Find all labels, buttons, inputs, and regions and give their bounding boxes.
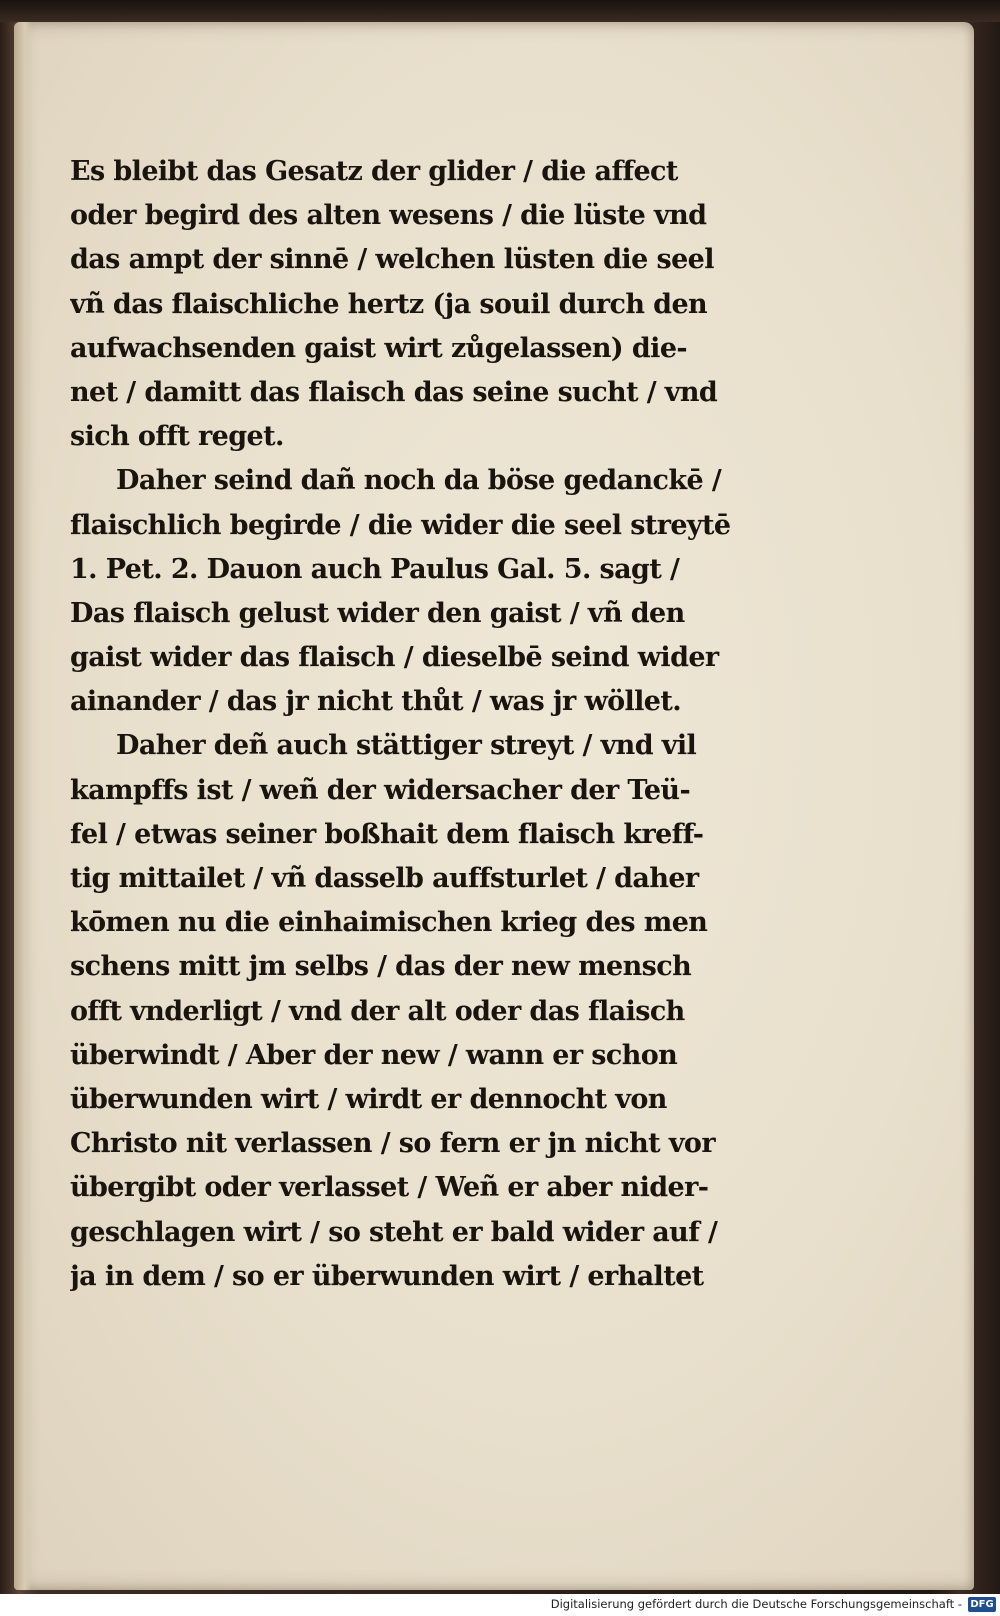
text-line: schens mitt jm selbs / das der new mensch (70, 951, 692, 983)
funding-credit: Digitalisierung gefördert durch die Deutsche Forschungsgemeinschaft - (550, 1597, 962, 1611)
text-line: Daher deñ auch stättiger streyt / vnd vil (116, 730, 697, 762)
scan-top-edge (0, 0, 1000, 22)
text-line: flaischlich begirde / die wider die seel streytē (70, 509, 731, 541)
text-line: offt vnderligt / vnd der alt oder das flaisch (70, 995, 685, 1027)
text-line: aufwachsenden gaist wirt zůgelassen) die- (70, 332, 688, 364)
text-line: net / damitt das flaisch das seine sucht / vnd (70, 376, 718, 408)
text-line: vñ das flaischliche hertz (ja souil durch den (70, 288, 708, 320)
text-line: sich offt reget. (70, 421, 284, 453)
text-line: gaist wider das flaisch / dieselbē seind wider (70, 642, 719, 674)
text-line: tig mittailet / vñ dasselb auffsturlet / daher (70, 863, 699, 894)
text-line: Christo nit verlassen / so fern er jn nicht vor (70, 1128, 715, 1160)
text-line: übergibt oder verlasset / Weñ er aber nider- (70, 1172, 709, 1204)
text-line: Daher seind dañ noch da böse gedanckē / (116, 465, 722, 497)
text-line: überwindt / Aber der new / wann er schon (70, 1039, 678, 1071)
text-line: oder begird des alten wesens / die lüste vnd (70, 200, 707, 232)
dfg-logo: DFG (968, 1597, 996, 1612)
page-text-block (70, 150, 830, 1299)
text-line: kōmen nu die einhaimischen krieg des men (70, 907, 708, 939)
text-line: fel / etwas seiner boßhait dem flaisch kreff- (70, 818, 704, 850)
text-line: ja in dem / so er überwunden wirt / erhaltet (70, 1260, 704, 1292)
page-gutter-edge (14, 22, 32, 1590)
text-line: kampffs ist / weñ der widersacher der Teü- (70, 774, 691, 806)
text-line: ainander / das jr nicht thůt / was jr wöllet. (70, 686, 682, 718)
text-line: Das flaisch gelust wider den gaist / vñ den (70, 597, 685, 629)
text-line: überwunden wirt / wirdt er dennocht von (70, 1083, 667, 1115)
text-line: 1. Pet. 2. Dauon auch Paulus Gal. 5. sagt / (70, 553, 680, 585)
footer-bar (0, 1594, 1000, 1616)
book-page (14, 22, 974, 1590)
text-line: Es bleibt das Gesatz der glider / die affect (70, 156, 678, 187)
text-line: das ampt der sinnē / welchen lüsten die seel (70, 244, 714, 276)
text-line: geschlagen wirt / so steht er bald wider auf / (70, 1216, 718, 1248)
